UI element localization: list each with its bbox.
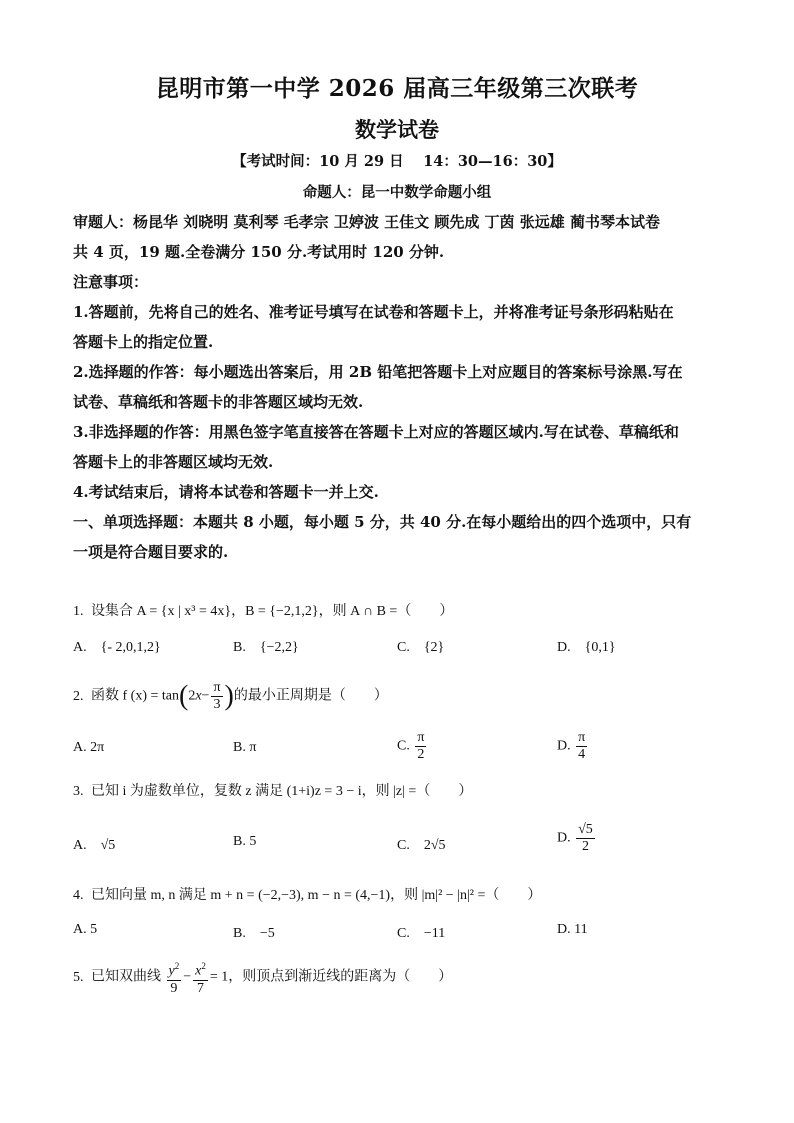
- x2-over-7: $\frac{x^2}{7}$: [193, 958, 208, 997]
- question-1-number: 1.: [73, 604, 84, 619]
- note-2-line-1: 2.选择题的作答：每小题选出答案后，用 2B 铅笔把答题卡上对应题目的答案标号涂黑.写在: [73, 363, 683, 381]
- question-5-stem: 5. 已知双曲线 $\frac{y^2}{9}$ − $\frac{x^2}{7}$ = 1，则顶点到渐近线的距离为（ ）: [73, 958, 452, 997]
- note-3-line-1: 3.非选择题的作答：用黑色签字笔直接答在答题卡上对应的答题区域内.写在试卷、草稿纸和: [73, 423, 679, 441]
- question-4-option-a: A. 5: [73, 922, 98, 937]
- question-4-option-d: D. 11: [557, 922, 588, 937]
- fraction-numerator: √5: [578, 822, 593, 837]
- notes-heading: 注意事项：: [73, 273, 149, 291]
- question-2-number: 2.: [73, 688, 84, 704]
- question-2-option-d: [557, 730, 589, 763]
- question-1-text: 设集合 A = {x | x³ = 4x}，B = {−2,1,2}，则 A ∩ B =（ ）: [91, 604, 454, 619]
- question-2-option-b: B. π: [233, 740, 257, 755]
- exam-info: [73, 207, 723, 567]
- section-1-heading-line-1: 一、单项选择题：本题共 8 小题，每小题 5 分，共 40 分.在每小题给出的四个选项中，只有: [73, 513, 692, 531]
- question-1-stem: [73, 600, 453, 620]
- question-2-option-a: A. 2π: [73, 740, 105, 755]
- note-2-line-2: 试卷、草稿纸和答题卡的非答题区域均无效.: [73, 393, 364, 411]
- question-2-text-pre: 函数 f (x) = tan: [91, 688, 179, 704]
- question-3-option-d-label: D.: [557, 830, 571, 846]
- note-1-line-1: 1.答题前，先将自己的姓名、准考证号填写在试卷和答题卡上，并将准考证号条形码粘贴在: [73, 303, 674, 321]
- question-2-option-c: [397, 730, 428, 763]
- question-5-text-pre: 已知双曲线: [91, 969, 161, 985]
- y2-over-9: $\frac{y^2}{9}$: [167, 958, 182, 997]
- question-2-option-d-fraction: [576, 730, 587, 763]
- question-4-number: 4.: [73, 888, 84, 903]
- exam-author: 命题人：昆一中数学命题小组: [302, 184, 492, 201]
- question-1-option-c: C. {2}: [397, 640, 445, 655]
- question-3-option-a: A. √5: [73, 838, 116, 853]
- note-3-line-2: 答题卡上的非答题区域均无效.: [73, 453, 274, 471]
- section-1-heading-line-2: 一项是符合题目要求的.: [73, 543, 229, 561]
- note-4: 4.考试结束后，请将本试卷和答题卡一并上交.: [73, 483, 379, 501]
- question-3-option-c: C. 2√5: [397, 838, 446, 853]
- fraction-numerator: π: [417, 730, 425, 745]
- question-4-option-b: B. −5: [233, 926, 275, 941]
- question-3-option-b: B. 5: [233, 834, 257, 849]
- question-1-option-a: A. {- 2,0,1,2}: [73, 640, 161, 655]
- question-1-option-d: D. {0,1}: [557, 640, 616, 655]
- note-1-line-2: 答题卡上的指定位置.: [73, 333, 214, 351]
- question-3-option-d: [557, 822, 597, 855]
- fraction-denominator: 2: [581, 839, 589, 854]
- question-5-number: 5.: [73, 969, 84, 985]
- paren-open: (: [179, 680, 189, 712]
- question-2-stem: 2. 函数 f (x) = tan(2x− $\frac{\pi}{3}$ )的最小正周期是（ ）: [73, 680, 388, 712]
- exam-subject: 数学试卷: [355, 117, 439, 142]
- question-2-text-post: 的最小正周期是（ ）: [233, 688, 388, 704]
- fraction-numerator: π: [578, 730, 586, 745]
- reviewers-line-1: 审题人：杨昆华 刘晓明 莫利琴 毛孝宗 卫婷波 王佳文 顾先成 丁茵 张远雄 蔺书琴本试卷: [73, 213, 661, 231]
- question-4-text: 已知向量 m, n 满足 m + n = (−2,−3), m − n = (4,−1)，则 |m|² − |n|² =（ ）: [91, 888, 542, 903]
- question-5-text-post: ，则顶点到渐近线的距离为（ ）: [228, 969, 453, 985]
- question-3-stem: [73, 780, 472, 800]
- question-3-number: 3.: [73, 784, 84, 799]
- question-2-option-c-fraction: [415, 730, 426, 763]
- question-3-text: 已知 i 为虚数单位，复数 z 满足 (1+i)z = 3 − i，则 |z| =（ ）: [91, 784, 473, 799]
- paren-close: ): [224, 680, 234, 712]
- exam-title: 昆明市第一中学 2026 届高三年级第三次联考: [155, 75, 639, 102]
- pi-over-3: $\frac{\pi}{3}$: [213, 680, 221, 712]
- fraction-denominator: 4: [578, 747, 586, 762]
- question-3-option-d-fraction: [576, 822, 595, 855]
- fraction-denominator: 2: [417, 747, 425, 762]
- reviewers-line-2: 共 4 页，19 题.全卷满分 150 分.考试用时 120 分钟.: [73, 243, 445, 261]
- question-2-option-c-label: C.: [397, 738, 410, 754]
- question-4-option-c: C. −11: [397, 926, 446, 941]
- exam-time: 【考试时间：10 月 29 日 14：30—16：30】: [232, 153, 562, 170]
- question-1-option-b: B. {−2,2}: [233, 640, 299, 655]
- question-4-stem: [73, 884, 541, 904]
- question-2-option-d-label: D.: [557, 738, 571, 754]
